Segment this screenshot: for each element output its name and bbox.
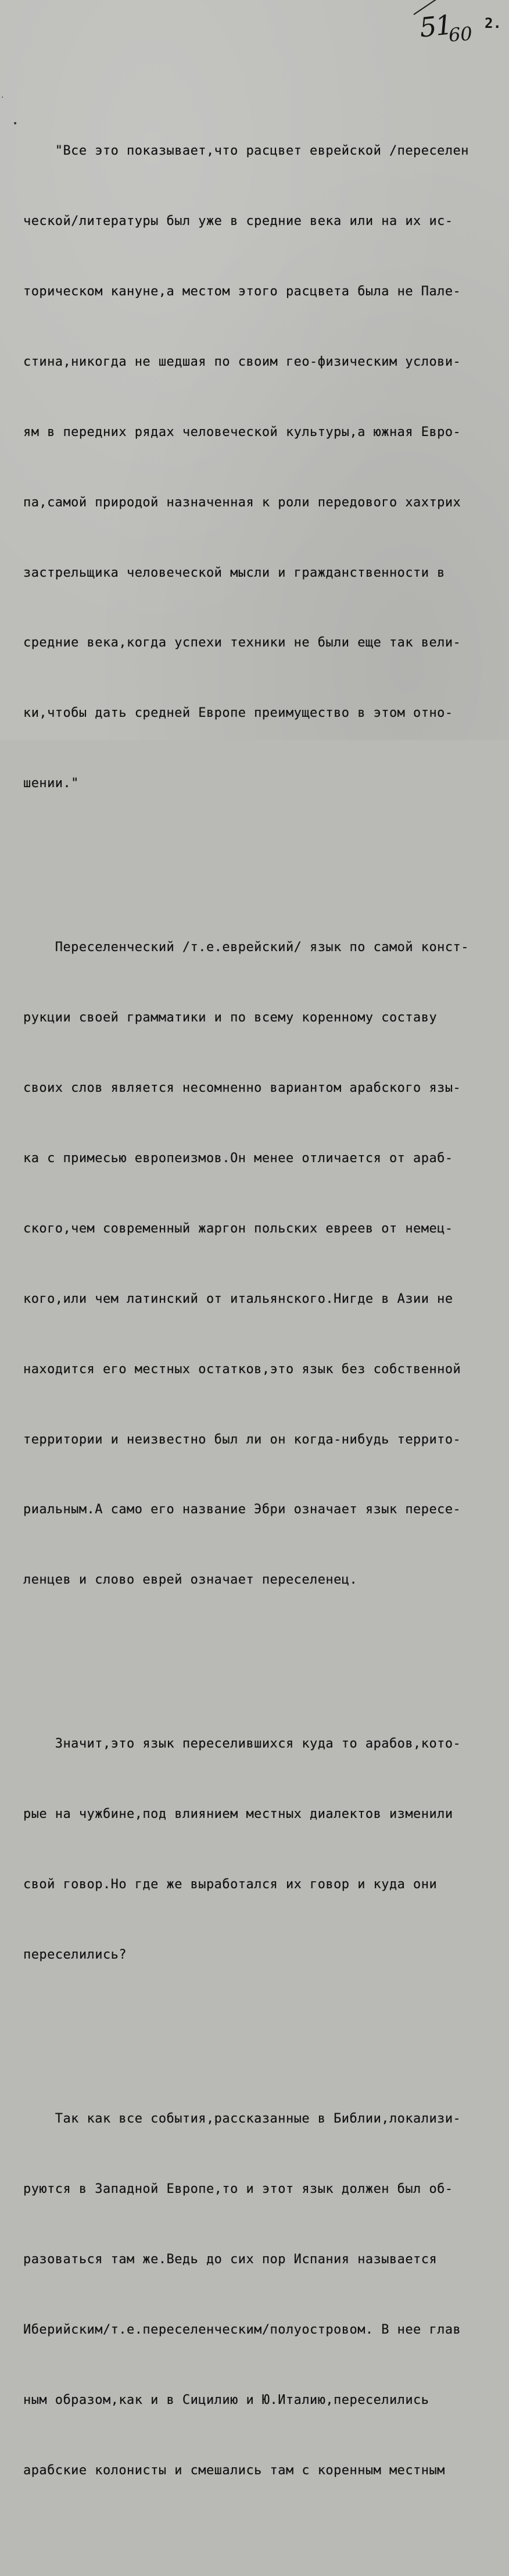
paragraph-3: [23, 1686, 509, 2014]
text-line: своих слов является несомненно вариантом арабского язы-: [23, 1081, 461, 1096]
text-line: разоваться там же.Ведь до сих пор Испания называется: [23, 2252, 438, 2267]
text-line: ки,чтобы дать средней Европе преимущество в этом отно-: [23, 706, 453, 721]
text-line: средние века,когда успехи техники не были еще так вели-: [23, 635, 461, 651]
text-line: торическом кануне,а местом этого расцвета была не Пале-: [23, 284, 461, 299]
text-line: Переселенческий /т.е.еврейский/ язык по самой конст-: [23, 940, 469, 955]
text-line: ского,чем современный жаргон польских евреев от немец-: [23, 1221, 453, 1236]
text-line: ленцев и слово еврей означает переселенец.: [23, 1573, 358, 1588]
handwritten-folio-old: 51: [418, 9, 453, 44]
text-line: территории и неизвестно был ли он когда-нибудь террито-: [23, 1432, 461, 1447]
text-line: шении.": [23, 776, 79, 791]
margin-tick: ·: [1, 93, 4, 102]
text-line: риальным.А само его название Эбри означает язык пересе-: [23, 1502, 461, 1517]
text-line: арабские колонисты и смешались там с коренным местным: [23, 2463, 445, 2478]
handwritten-folio-new: 60: [447, 22, 473, 47]
text-line: свой говор.Но где же выработался их говор и куда они: [23, 1877, 438, 1892]
paragraph-1: [23, 93, 509, 843]
text-line: застрельщика человеческой мысли и гражданственности в: [23, 565, 445, 580]
text-line: стина,никогда не шедшая по своим гео-физическим услови-: [23, 354, 461, 369]
text-line: переселились?: [23, 1948, 127, 1963]
text-line: рукции своей грамматики и по всему коренному составу: [23, 1010, 438, 1026]
text-line: кого,или чем латинский от итальянского.Нигде в Азии не: [23, 1291, 453, 1306]
page-number: 2.: [485, 15, 501, 31]
paragraph-4: [23, 2061, 509, 2529]
text-line: ческой/литературы был уже в средние века или на их ис-: [23, 214, 453, 229]
text-line: па,самой природой назначенная к роли передового хахтрих: [23, 495, 461, 510]
text-line: находится его местных остатков,это язык без собственной: [23, 1362, 461, 1377]
text-line: руются в Западной Европе,то и этот язык должен был об-: [23, 2182, 453, 2197]
text-line: ным образом,как и в Сицилию и Ю.Италию,переселились: [23, 2392, 429, 2407]
paragraph-2: [23, 889, 509, 1639]
text-line: Иберийским/т.е.переселенческим/полуостровом. В нее глав: [23, 2322, 461, 2337]
margin-dot: •: [13, 119, 18, 128]
text-line: "Все это показывает,что расцвет еврейской /переселен: [23, 144, 469, 159]
text-line: ка с примесью европеизмов.Он менее отличается от араб-: [23, 1151, 453, 1166]
text-line: ям в передних рядах человеческой культуры,а южная Евро-: [23, 424, 461, 440]
text-line: Значит,это язык переселившихся куда то арабов,кото-: [23, 1737, 461, 1752]
text-line: Так как все события,рассказанные в Библии,локализи-: [23, 2111, 461, 2127]
document-body: [23, 46, 509, 2576]
text-line: рые на чужбине,под влиянием местных диалектов изменили: [23, 1807, 453, 1822]
